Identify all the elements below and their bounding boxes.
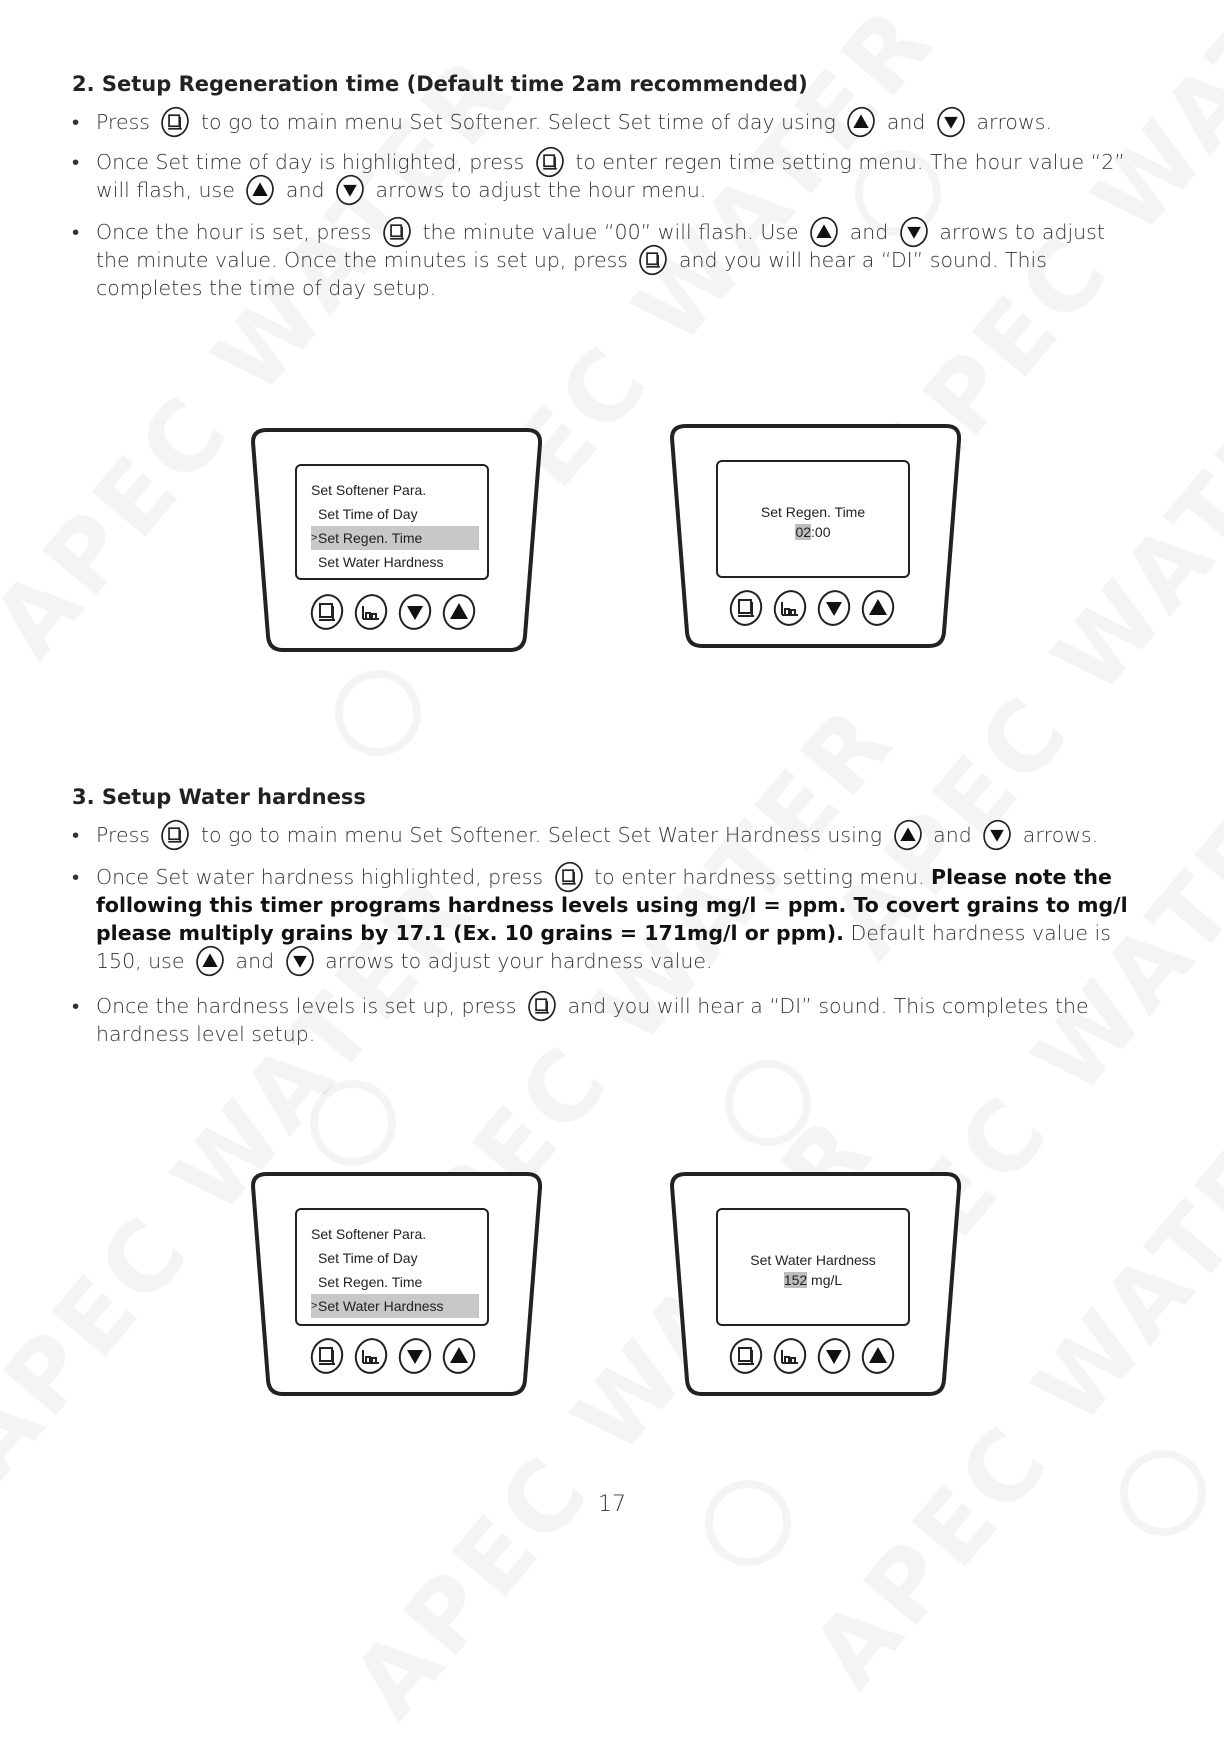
section-3-bullet-2: • Once Set water hardness highlighted, press to enter hardness setting menu. Please note the following this timer programs hardness levels using mg/l = ppm. To covert grains to mg/l please multiply grains by 17.1 (Ex. 10 grains = 171mg/l or ppm). Default hardness value is 150, use and arrows to adjust your hardness value. — [72, 863, 1142, 975]
bullet-dot: • — [72, 823, 80, 847]
controller-panel-menu — [245, 426, 545, 656]
up-arrow-icon — [193, 944, 227, 978]
regen-button-icon[interactable] — [351, 1336, 391, 1376]
menu-button-icon — [636, 243, 670, 277]
menu-button-icon — [380, 215, 414, 249]
up-arrow-icon[interactable] — [439, 1336, 479, 1376]
flashing-hour-value: 02 — [795, 524, 812, 540]
regen-button-icon[interactable] — [351, 592, 391, 632]
section-2-heading: 2. Setup Regeneration time (Default time 2am recommended) — [72, 72, 808, 96]
controller-buttons — [307, 1336, 483, 1376]
controller-buttons — [307, 592, 483, 632]
menu-button-icon[interactable] — [307, 592, 347, 632]
down-arrow-icon — [934, 105, 968, 139]
watermark-seal — [310, 1080, 396, 1166]
display-label: Set Water Hardness — [750, 1252, 876, 1268]
regen-button-icon[interactable] — [770, 1336, 810, 1376]
down-arrow-icon — [980, 818, 1014, 852]
selection-caret-icon: > — [311, 1300, 318, 1312]
up-arrow-icon[interactable] — [858, 588, 898, 628]
down-arrow-icon — [333, 173, 367, 207]
display-label: Set Regen. Time — [760, 504, 866, 520]
controller-panel-regen-time — [664, 422, 964, 652]
bullet-dot: • — [72, 150, 80, 174]
section-3-bullet-3: • Once the hardness levels is set up, press and you will hear a “DI” sound. This completes the hardness level setup. — [72, 992, 1142, 1048]
lcd-screen — [295, 1208, 489, 1326]
section-3-heading: 3. Setup Water hardness — [72, 785, 366, 809]
menu-button-icon[interactable] — [726, 1336, 766, 1376]
controller-panel-menu — [245, 1170, 545, 1400]
hardness-units-note: Please note the following this timer programs hardness levels using mg/l = ppm. To covert grains to mg/l please multiply grains by 17.1 (Ex. 10 grains = 171mg/l or ppm). — [96, 865, 1128, 945]
bullet-dot: • — [72, 110, 80, 134]
controller-buttons — [726, 1336, 902, 1376]
section-2-bullet-1: • Press to go to main menu Set Softener. Select Set time of day using and arrows. — [72, 108, 1142, 136]
lcd-screen — [295, 464, 489, 580]
watermark-seal — [725, 1060, 811, 1146]
menu-item-set-regen-time[interactable]: > Set Regen. Time — [311, 526, 479, 550]
flashing-hardness-value: 152 — [783, 1272, 808, 1288]
lcd-screen — [716, 1208, 910, 1326]
up-arrow-icon — [891, 818, 925, 852]
up-arrow-icon[interactable] — [439, 592, 479, 632]
down-arrow-icon[interactable] — [814, 588, 854, 628]
water-hardness-display — [718, 1250, 908, 1290]
menu-button-icon — [525, 989, 559, 1023]
bullet-dot: • — [72, 865, 80, 889]
settings-menu — [311, 478, 479, 574]
settings-menu — [311, 1222, 479, 1318]
up-arrow-icon — [243, 173, 277, 207]
down-arrow-icon[interactable] — [395, 1336, 435, 1376]
menu-item-set-regen-time[interactable]: Set Regen. Time — [318, 1274, 423, 1290]
up-arrow-icon[interactable] — [858, 1336, 898, 1376]
section-3-bullet-1: • Press to go to main menu Set Softener. Select Set Water Hardness using and arrows. — [72, 821, 1142, 849]
menu-button-icon — [552, 860, 586, 894]
menu-button-icon — [158, 105, 192, 139]
up-arrow-icon — [844, 105, 878, 139]
down-arrow-icon[interactable] — [395, 592, 435, 632]
menu-item-set-time-of-day[interactable]: Set Time of Day — [318, 1250, 418, 1266]
menu-item-set-time-of-day[interactable]: Set Time of Day — [318, 506, 418, 522]
up-arrow-icon — [807, 215, 841, 249]
menu-item-set-water-hardness[interactable]: > Set Water Hardness — [311, 1294, 479, 1318]
section-2-bullet-3: • Once the hour is set, press the minute value “00” will flash. Use and arrows to adjust the minute value. Once the minutes is set up, press and you will hear a “DI” sound. This completes the time of day setup. — [72, 218, 1142, 302]
regen-time-display — [718, 502, 908, 542]
lcd-screen — [716, 460, 910, 578]
menu-button-icon[interactable] — [726, 588, 766, 628]
regen-button-icon[interactable] — [770, 588, 810, 628]
menu-title: Set Softener Para. — [311, 1226, 427, 1242]
down-arrow-icon — [283, 944, 317, 978]
watermark-seal — [335, 670, 421, 756]
controller-buttons — [726, 588, 902, 628]
down-arrow-icon — [897, 215, 931, 249]
selection-caret-icon: > — [311, 532, 318, 544]
menu-button-icon — [533, 145, 567, 179]
menu-title: Set Softener Para. — [311, 482, 427, 498]
display-value: 02:00 — [795, 524, 831, 540]
display-value: 152 mg/L — [783, 1272, 843, 1288]
menu-item-set-water-hardness[interactable]: Set Water Hardness — [318, 554, 444, 570]
section-2-bullet-2: • Once Set time of day is highlighted, press to enter regen time setting menu. The hour value “2” will flash, use and arrows to adjust the hour menu. — [72, 148, 1142, 204]
controller-panel-water-hardness — [664, 1170, 964, 1400]
bullet-dot: • — [72, 220, 80, 244]
menu-button-icon — [158, 818, 192, 852]
menu-button-icon[interactable] — [307, 1336, 347, 1376]
page-number: 17 — [598, 1492, 626, 1517]
bullet-dot: • — [72, 994, 80, 1018]
down-arrow-icon[interactable] — [814, 1336, 854, 1376]
